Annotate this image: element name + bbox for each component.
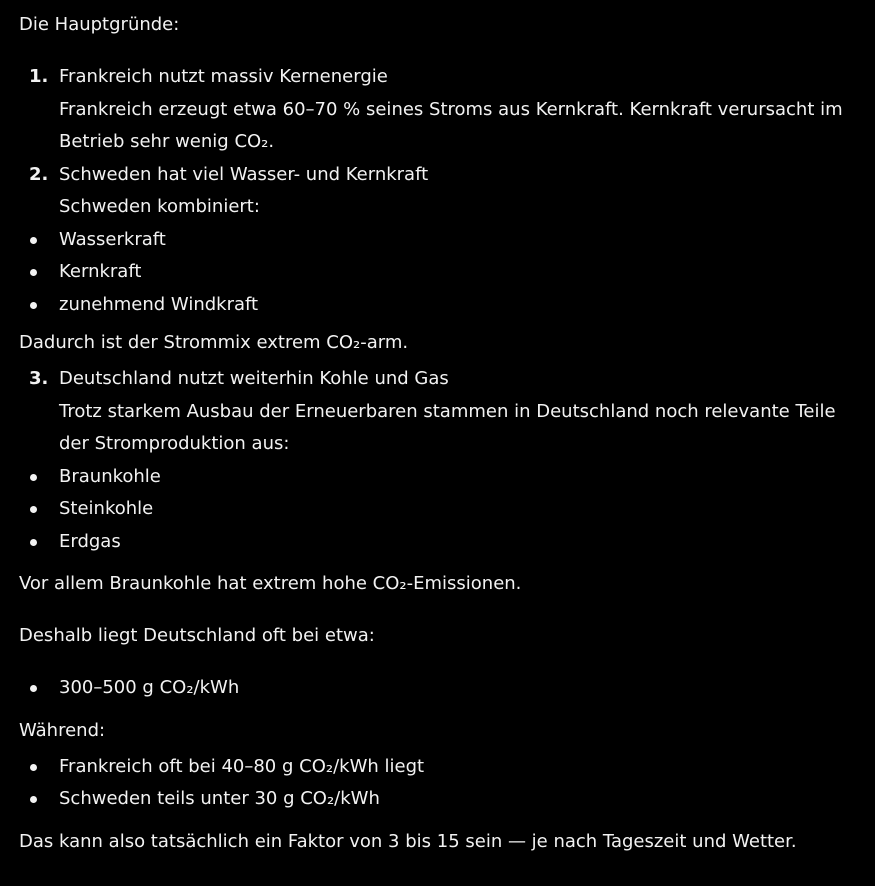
- while-label: Während:: [19, 719, 106, 741]
- reason-item-3: [19, 363, 859, 461]
- list-item: Braunkohle: [19, 461, 859, 494]
- list-item: Frankreich oft bei 40–80 g CO₂/kWh liegt: [19, 751, 859, 784]
- assistant-message: [19, 0, 859, 858]
- conclusion-text: Das kann also tatsächlich ein Faktor von 3 bis 15 sein — je nach Tageszeit und Wetter.: [19, 830, 797, 852]
- reason-text: Trotz starkem Ausbau der Erneuerbaren stammen in Deutschland noch relevante Teile der Stromproduktion aus:: [59, 400, 836, 454]
- list-item: Wasserkraft: [19, 224, 859, 257]
- list-item: 300–500 g CO₂/kWh: [19, 672, 859, 705]
- list-item: Erdgas: [19, 526, 859, 559]
- list-item: zunehmend Windkraft: [19, 289, 859, 322]
- reason-title: Schweden hat viel Wasser- und Kernkraft: [59, 163, 429, 185]
- reason-number: 3.: [29, 368, 49, 389]
- reason-item-1: [19, 61, 859, 159]
- reason-number: 1.: [29, 66, 49, 87]
- germany-values-list: [19, 672, 859, 705]
- germany-sources-list: [19, 461, 859, 559]
- reasons-list-continued: [19, 363, 859, 461]
- sweden-summary: Dadurch ist der Strommix extrem CO₂-arm.: [19, 332, 409, 353]
- reasons-list: [19, 61, 859, 224]
- list-item: Schweden teils unter 30 g CO₂/kWh: [19, 783, 859, 816]
- reason-title: Frankreich nutzt massiv Kernenergie: [59, 66, 388, 87]
- reason-title: Deutschland nutzt weiterhin Kohle und Gas: [59, 368, 449, 389]
- reason-item-2: [19, 159, 859, 224]
- sweden-sources-list: [19, 224, 859, 322]
- list-item: Steinkohle: [19, 493, 859, 526]
- germany-intro: Deshalb liegt Deutschland oft bei etwa:: [19, 625, 375, 646]
- germany-emissions-note: Vor allem Braunkohle hat extrem hohe CO₂-Emissionen.: [19, 573, 522, 594]
- intro-text: Die Hauptgründe:: [19, 14, 180, 35]
- list-item: Kernkraft: [19, 256, 859, 289]
- comparison-list: [19, 751, 859, 816]
- reason-number: 2.: [29, 163, 49, 185]
- reason-text: Frankreich erzeugt etwa 60–70 % seines Stroms aus Kernkraft. Kernkraft verursacht im Betrieb sehr wenig CO₂.: [59, 98, 843, 152]
- reason-text: Schweden kombiniert:: [59, 196, 260, 217]
